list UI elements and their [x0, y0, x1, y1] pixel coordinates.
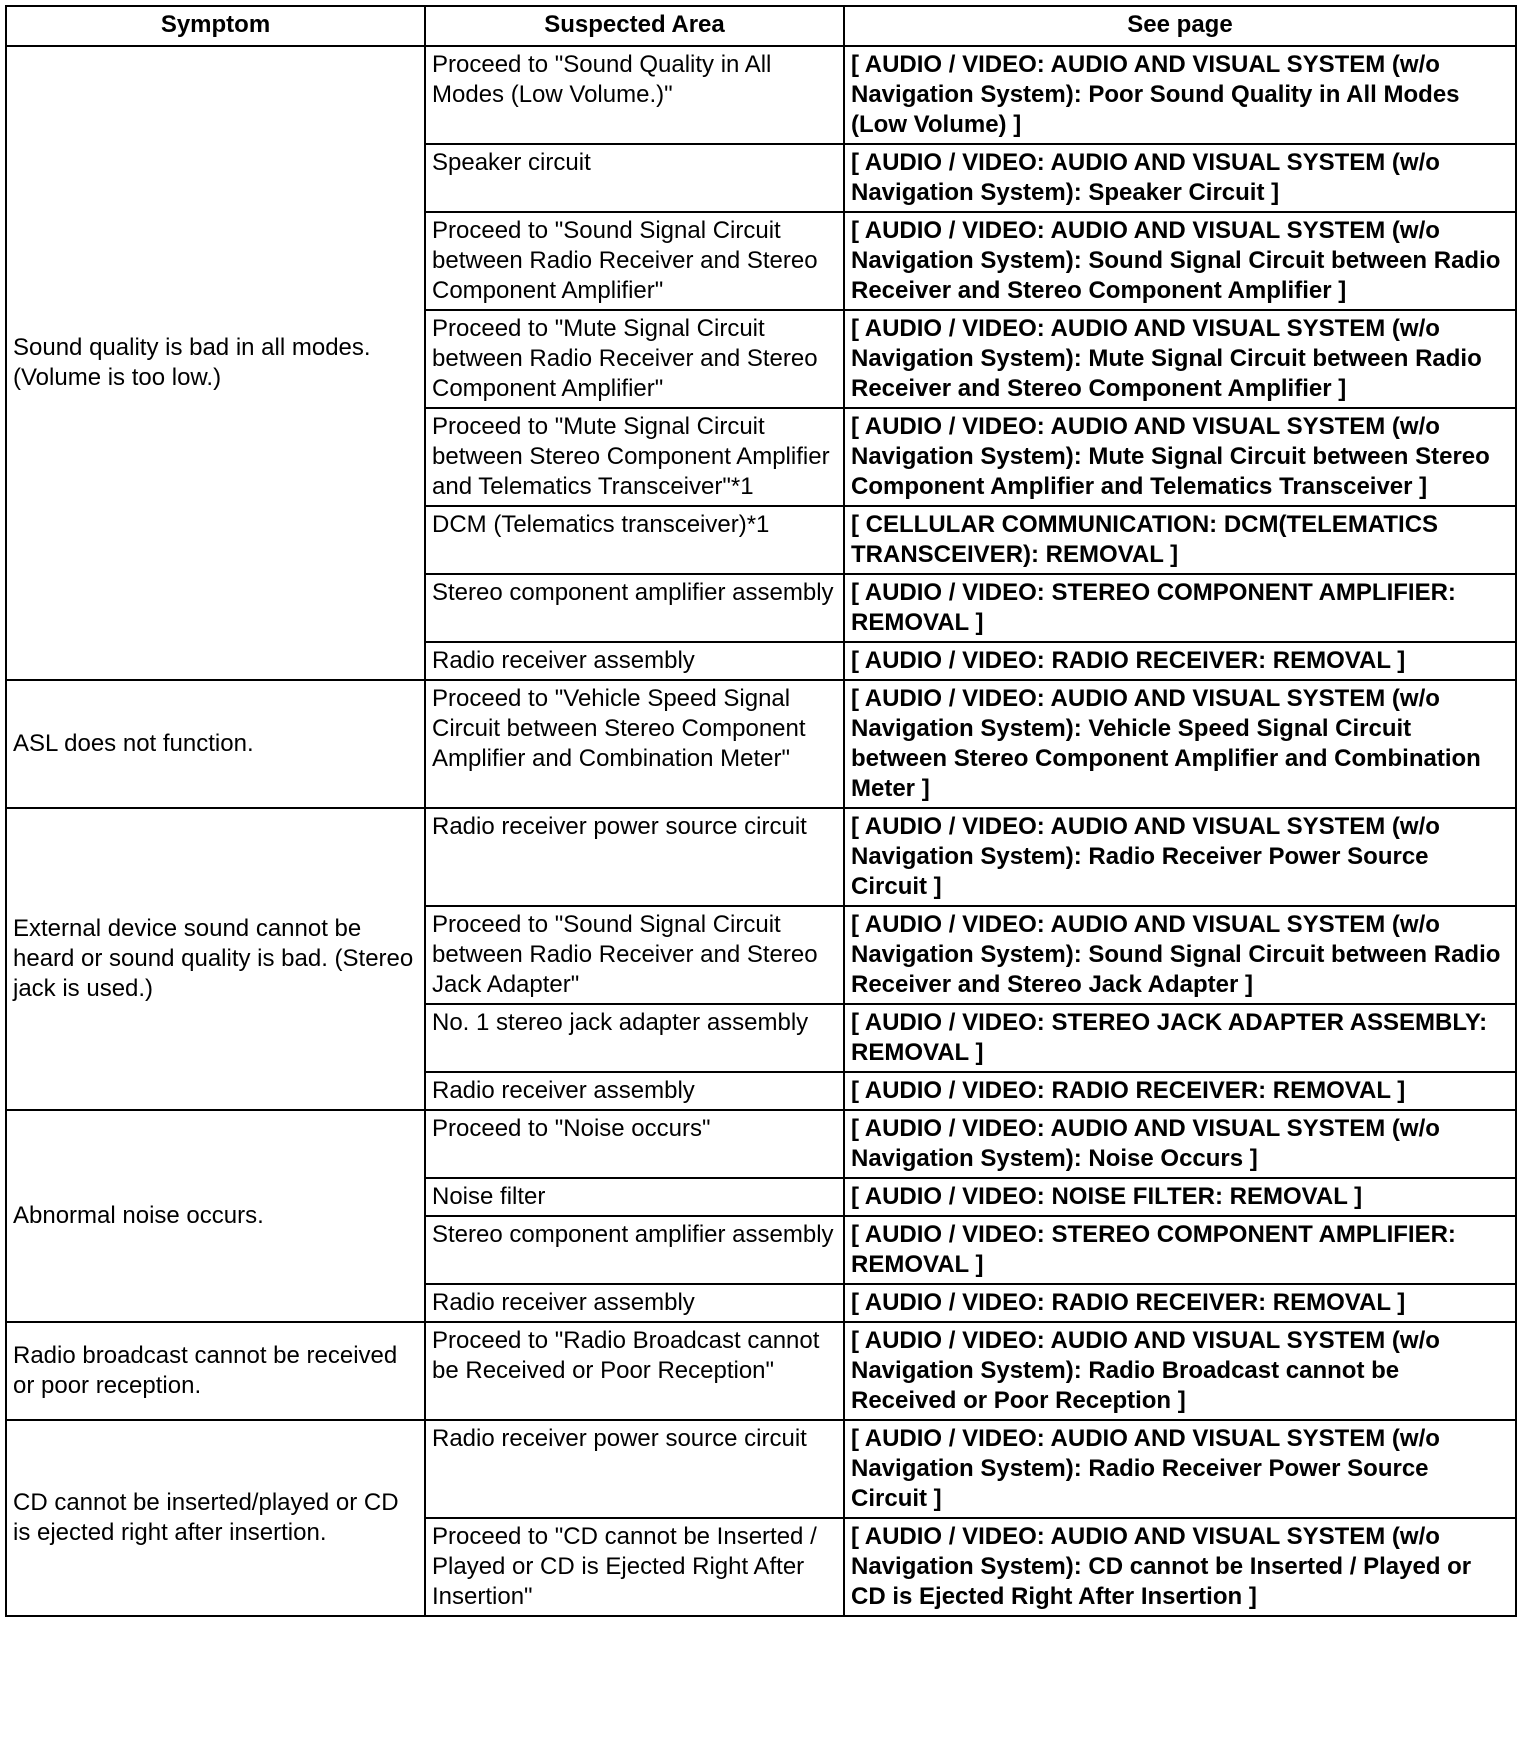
- see-page-link[interactable]: [ AUDIO / VIDEO: AUDIO AND VISUAL SYSTEM (w/o Navigation System): Mute Signal Circuit between Stereo Component Amplifier and Telematics Transceiver ]: [844, 408, 1516, 506]
- symptom-cell: Radio broadcast cannot be received or poor reception.: [6, 1322, 425, 1420]
- suspected-area-cell: Radio receiver assembly: [425, 1284, 844, 1322]
- suspected-area-cell: Proceed to "Vehicle Speed Signal Circuit between Stereo Component Amplifier and Combination Meter": [425, 680, 844, 808]
- suspected-area-cell: Radio receiver assembly: [425, 1072, 844, 1110]
- suspected-area-cell: Proceed to "Sound Quality in All Modes (Low Volume.)": [425, 46, 844, 144]
- suspected-area-cell: Radio receiver assembly: [425, 642, 844, 680]
- suspected-area-cell: Speaker circuit: [425, 144, 844, 212]
- symptom-cell: CD cannot be inserted/played or CD is ejected right after insertion.: [6, 1420, 425, 1616]
- see-page-link[interactable]: [ AUDIO / VIDEO: STEREO JACK ADAPTER ASSEMBLY: REMOVAL ]: [844, 1004, 1516, 1072]
- problem-symptoms-table: [5, 5, 1517, 1617]
- see-page-link[interactable]: [ AUDIO / VIDEO: AUDIO AND VISUAL SYSTEM (w/o Navigation System): Radio Receiver Power Source Circuit ]: [844, 808, 1516, 906]
- see-page-link[interactable]: [ AUDIO / VIDEO: NOISE FILTER: REMOVAL ]: [844, 1178, 1516, 1216]
- header-row: [6, 6, 1516, 46]
- see-page-link[interactable]: [ AUDIO / VIDEO: RADIO RECEIVER: REMOVAL ]: [844, 642, 1516, 680]
- see-page-link[interactable]: [ AUDIO / VIDEO: AUDIO AND VISUAL SYSTEM (w/o Navigation System): CD cannot be Inserted / Played or CD is Ejected Right After Insertion ]: [844, 1518, 1516, 1616]
- see-page-link[interactable]: [ AUDIO / VIDEO: STEREO COMPONENT AMPLIFIER: REMOVAL ]: [844, 1216, 1516, 1284]
- suspected-area-cell: Proceed to "Radio Broadcast cannot be Received or Poor Reception": [425, 1322, 844, 1420]
- see-page-link[interactable]: [ AUDIO / VIDEO: AUDIO AND VISUAL SYSTEM (w/o Navigation System): Noise Occurs ]: [844, 1110, 1516, 1178]
- see-page-link[interactable]: [ AUDIO / VIDEO: STEREO COMPONENT AMPLIFIER: REMOVAL ]: [844, 574, 1516, 642]
- suspected-area-cell: Radio receiver power source circuit: [425, 808, 844, 906]
- table-row: [6, 808, 1516, 906]
- suspected-area-cell: Stereo component amplifier assembly: [425, 1216, 844, 1284]
- table-row: [6, 1322, 1516, 1420]
- see-page-link[interactable]: [ AUDIO / VIDEO: RADIO RECEIVER: REMOVAL ]: [844, 1284, 1516, 1322]
- suspected-area-cell: No. 1 stereo jack adapter assembly: [425, 1004, 844, 1072]
- table-row: [6, 680, 1516, 808]
- suspected-area-cell: Proceed to "CD cannot be Inserted / Played or CD is Ejected Right After Insertion": [425, 1518, 844, 1616]
- see-page-link[interactable]: [ AUDIO / VIDEO: AUDIO AND VISUAL SYSTEM (w/o Navigation System): Speaker Circuit ]: [844, 144, 1516, 212]
- suspected-area-cell: Proceed to "Sound Signal Circuit between Radio Receiver and Stereo Component Amplifier": [425, 212, 844, 310]
- table-row: [6, 46, 1516, 144]
- suspected-area-cell: Proceed to "Noise occurs": [425, 1110, 844, 1178]
- header-suspected-area: Suspected Area: [425, 6, 844, 46]
- suspected-area-cell: Radio receiver power source circuit: [425, 1420, 844, 1518]
- symptom-cell: ASL does not function.: [6, 680, 425, 808]
- see-page-link[interactable]: [ AUDIO / VIDEO: AUDIO AND VISUAL SYSTEM (w/o Navigation System): Radio Broadcast cannot be Received or Poor Reception ]: [844, 1322, 1516, 1420]
- suspected-area-cell: Proceed to "Mute Signal Circuit between Stereo Component Amplifier and Telematics Transceiver"*1: [425, 408, 844, 506]
- suspected-area-cell: Proceed to "Sound Signal Circuit between Radio Receiver and Stereo Jack Adapter": [425, 906, 844, 1004]
- suspected-area-cell: DCM (Telematics transceiver)*1: [425, 506, 844, 574]
- symptom-cell: Sound quality is bad in all modes. (Volume is too low.): [6, 46, 425, 680]
- header-see-page: See page: [844, 6, 1516, 46]
- table-row: [6, 1110, 1516, 1178]
- see-page-link[interactable]: [ AUDIO / VIDEO: AUDIO AND VISUAL SYSTEM (w/o Navigation System): Vehicle Speed Signal Circuit between Stereo Component Amplifier and Combination Meter ]: [844, 680, 1516, 808]
- suspected-area-cell: Noise filter: [425, 1178, 844, 1216]
- see-page-link[interactable]: [ AUDIO / VIDEO: RADIO RECEIVER: REMOVAL ]: [844, 1072, 1516, 1110]
- table-row: [6, 1420, 1516, 1518]
- symptom-cell: Abnormal noise occurs.: [6, 1110, 425, 1322]
- suspected-area-cell: Proceed to "Mute Signal Circuit between Radio Receiver and Stereo Component Amplifier": [425, 310, 844, 408]
- see-page-link[interactable]: [ AUDIO / VIDEO: AUDIO AND VISUAL SYSTEM (w/o Navigation System): Sound Signal Circuit between Radio Receiver and Stereo Jack Adapter ]: [844, 906, 1516, 1004]
- see-page-link[interactable]: [ AUDIO / VIDEO: AUDIO AND VISUAL SYSTEM (w/o Navigation System): Radio Receiver Power Source Circuit ]: [844, 1420, 1516, 1518]
- see-page-link[interactable]: [ AUDIO / VIDEO: AUDIO AND VISUAL SYSTEM (w/o Navigation System): Mute Signal Circuit between Radio Receiver and Stereo Component Amplifier ]: [844, 310, 1516, 408]
- table-body: [6, 46, 1516, 1616]
- see-page-link[interactable]: [ CELLULAR COMMUNICATION: DCM(TELEMATICS TRANSCEIVER): REMOVAL ]: [844, 506, 1516, 574]
- symptom-cell: External device sound cannot be heard or sound quality is bad. (Stereo jack is used.): [6, 808, 425, 1110]
- suspected-area-cell: Stereo component amplifier assembly: [425, 574, 844, 642]
- see-page-link[interactable]: [ AUDIO / VIDEO: AUDIO AND VISUAL SYSTEM (w/o Navigation System): Sound Signal Circuit between Radio Receiver and Stereo Component Amplifier ]: [844, 212, 1516, 310]
- header-symptom: Symptom: [6, 6, 425, 46]
- see-page-link[interactable]: [ AUDIO / VIDEO: AUDIO AND VISUAL SYSTEM (w/o Navigation System): Poor Sound Quality in All Modes (Low Volume) ]: [844, 46, 1516, 144]
